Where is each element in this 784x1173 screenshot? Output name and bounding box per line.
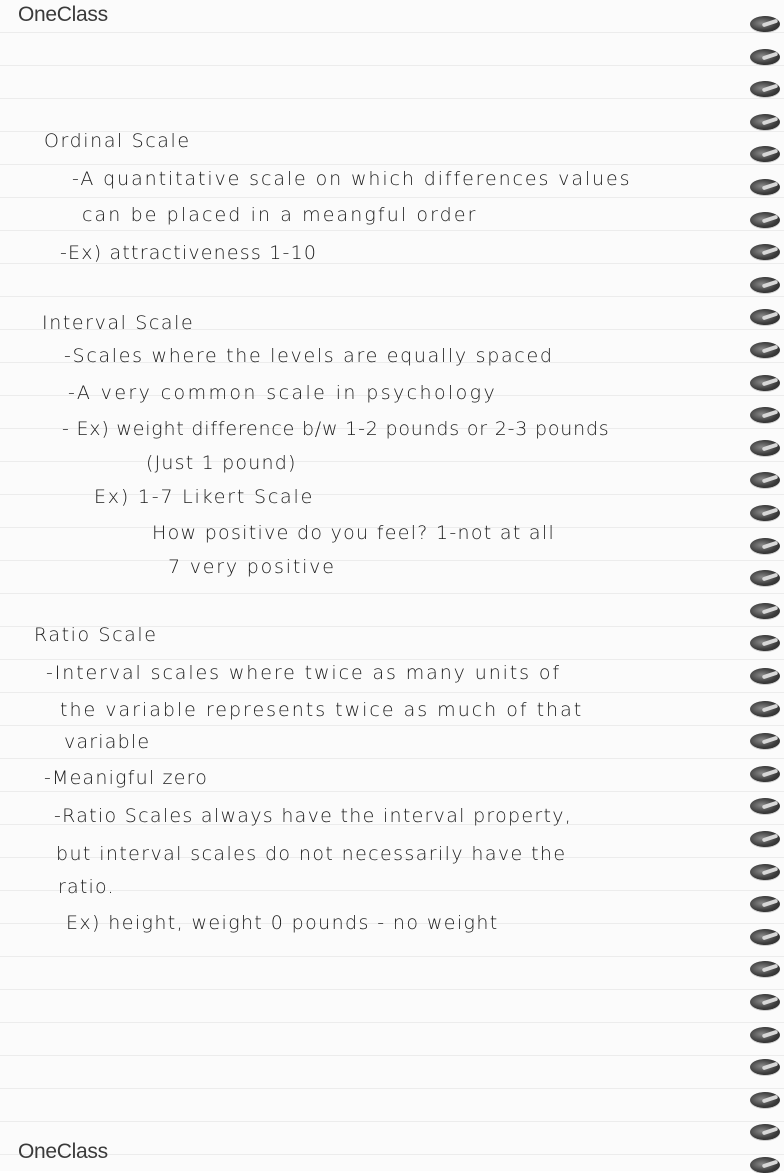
spiral-ring — [750, 407, 780, 423]
spiral-ring — [750, 342, 780, 358]
spiral-ring — [750, 1092, 780, 1108]
ordinal-line-1: -A quantitative scale on which differences values — [72, 168, 632, 190]
spiral-ring — [750, 733, 780, 749]
oneclass-logo-bottom: OneClass — [18, 1140, 108, 1163]
spiral-ring — [750, 864, 780, 880]
ratio-line-1: -Interval scales where twice as many units of — [46, 662, 562, 684]
spiral-ring — [750, 114, 780, 130]
spiral-ring — [750, 538, 780, 554]
interval-line-6: How positive do you feel? 1-not at all — [152, 522, 556, 544]
spiral-ring — [750, 16, 780, 32]
spiral-ring — [750, 603, 780, 619]
interval-line-7: 7 very positive — [168, 556, 336, 578]
interval-line-2: -A very common scale in psychology — [68, 382, 498, 404]
interval-line-4: (Just 1 pound) — [146, 452, 297, 474]
spiral-ring — [750, 472, 780, 488]
spiral-ring — [750, 701, 780, 717]
spiral-ring — [750, 440, 780, 456]
spiral-ring — [750, 244, 780, 260]
ordinal-line-3: -Ex) attractiveness 1-10 — [60, 242, 318, 264]
ordinal-scale-heading: Ordinal Scale — [44, 130, 191, 152]
spiral-ring — [750, 929, 780, 945]
ordinal-line-2: can be placed in a meangful order — [82, 204, 478, 226]
spiral-ring — [750, 212, 780, 228]
ratio-line-5: -Ratio Scales always have the interval property, — [54, 805, 573, 827]
ratio-scale-heading: Ratio Scale — [34, 624, 158, 646]
ratio-line-8: Ex) height, weight 0 pounds - no weight — [66, 912, 499, 934]
spiral-ring — [750, 49, 780, 65]
spiral-ring — [750, 831, 780, 847]
spiral-ring — [750, 798, 780, 814]
oneclass-logo-top: OneClass — [18, 3, 108, 26]
spiral-ring — [750, 146, 780, 162]
spiral-ring — [750, 375, 780, 391]
spiral-ring — [750, 309, 780, 325]
spiral-ring — [750, 277, 780, 293]
spiral-ring — [750, 994, 780, 1010]
spiral-ring — [750, 635, 780, 651]
spiral-ring — [750, 179, 780, 195]
ratio-line-2: the variable represents twice as much of that — [60, 699, 584, 721]
spiral-ring — [750, 668, 780, 684]
interval-line-5: Ex) 1-7 Likert Scale — [94, 486, 315, 508]
spiral-ring — [750, 81, 780, 97]
interval-scale-heading: Interval Scale — [42, 312, 195, 334]
spiral-ring — [750, 961, 780, 977]
spiral-ring — [750, 766, 780, 782]
ratio-line-7: ratio. — [58, 876, 115, 898]
spiral-ring — [750, 505, 780, 521]
ratio-line-4: -Meanigful zero — [44, 767, 209, 789]
interval-line-1: -Scales where the levels are equally spaced — [64, 345, 554, 367]
spiral-ring — [750, 570, 780, 586]
spiral-ring — [750, 1124, 780, 1140]
spiral-ring — [750, 1027, 780, 1043]
ratio-line-3: variable — [64, 731, 151, 753]
spiral-ring — [750, 896, 780, 912]
spiral-binding — [744, 0, 784, 1171]
interval-line-3: - Ex) weight difference b/w 1-2 pounds or 2-3 pounds — [62, 418, 610, 440]
ratio-line-6: but interval scales do not necessarily have the — [56, 843, 567, 865]
spiral-ring — [750, 1059, 780, 1075]
